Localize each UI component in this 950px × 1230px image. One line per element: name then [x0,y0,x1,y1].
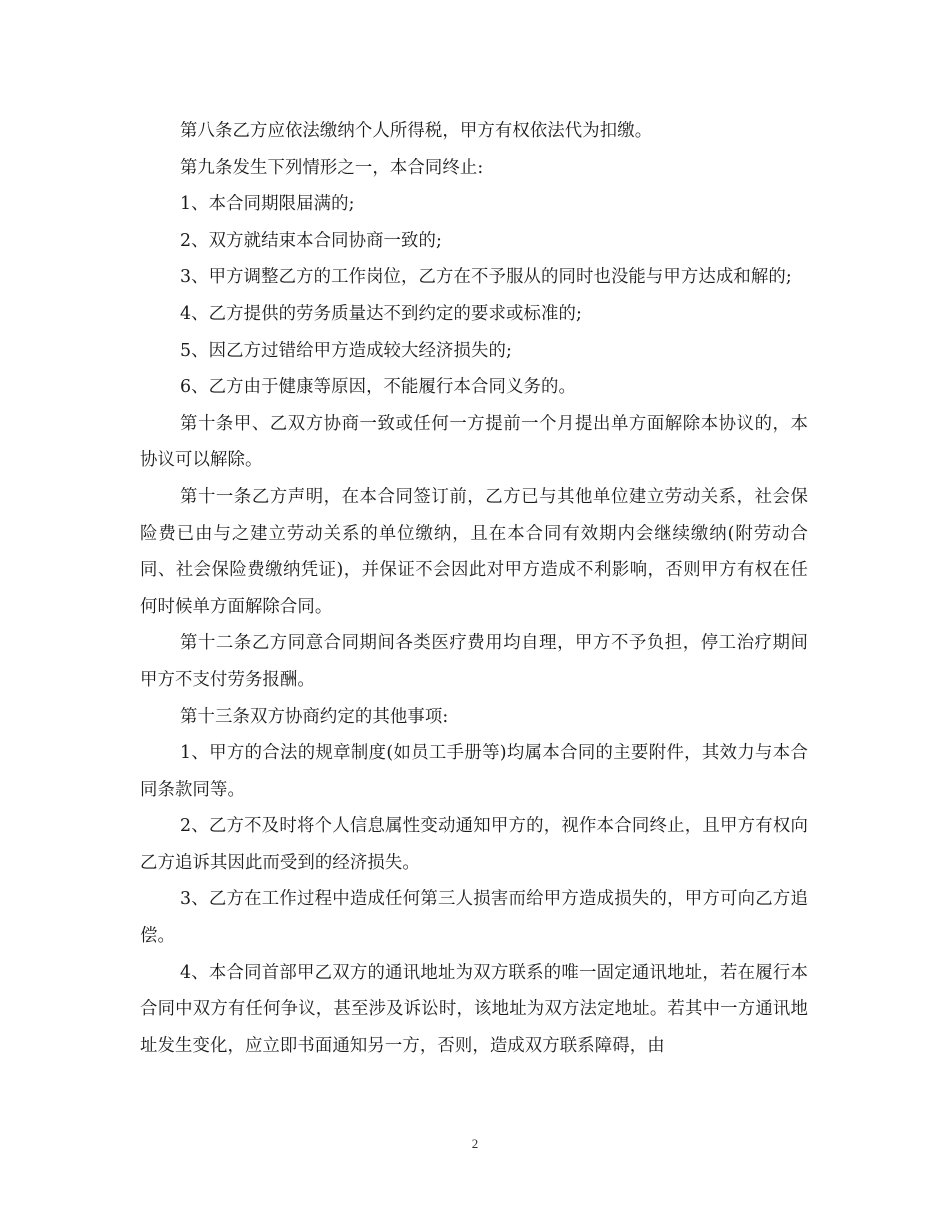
article-9-item-4: 4、乙方提供的劳务质量达不到约定的要求或标准的; [180,303,582,324]
article-11: 第十一条乙方声明，在本合同签订前，乙方已与其他单位建立劳动关系，社会保险费已由与之建立劳动关系的单位缴纳，且在本合同有效期内会继续缴纳(附劳动合同、社会保险费缴纳凭证)，并保证不会因此对甲方造成不利影响，否则甲方有权在任何时候单方面解除合同。 [140,486,808,617]
article-13-item-1: 1、甲方的合法的规章制度(如员工手册等)均属本合同的主要附件，其效力与本合同条款同等。 [140,743,808,800]
article-12: 第十二条乙方同意合同期间各类医疗费用均自理，甲方不予负担，停工治疗期间甲方不支付劳务报酬。 [140,633,808,690]
article-9-item-2: 2、双方就结束本合同协商一致的; [180,230,442,251]
article-8: 第八条乙方应依法缴纳个人所得税，甲方有权依法代为扣缴。 [180,121,653,141]
article-10: 第十条甲、乙双方协商一致或任何一方提前一个月提出单方面解除本协议的，本协议可以解除。 [140,413,808,471]
article-9-item-1: 1、本合同期限届满的; [180,194,355,215]
article-9-item-5: 5、因乙方过错给甲方造成较大经济损失的; [180,340,512,361]
article-9: 第九条发生下列情形之一，本合同终止: [180,157,484,178]
page-number: 2 [471,1136,479,1151]
article-13-item-2: 2、乙方不及时将个人信息属性变动通知甲方的，视作本合同终止，且甲方有权向乙方追诉其因此而受到的经济损失。 [140,816,808,873]
article-13: 第十三条双方协商约定的其他事项: [180,706,449,727]
article-13-item-3: 3、乙方在工作过程中造成任何第三人损害而给甲方造成损失的，甲方可向乙方追偿。 [140,889,808,947]
document-page [140,113,808,1064]
article-13-item-4: 4、本合同首部甲乙双方的通讯地址为双方联系的唯一固定通讯地址，若在履行本合同中双方有任何争议，甚至涉及诉讼时，该地址为双方法定地址。若其中一方通讯地址发生变化，应立即书面通知另一方，否则，造成双方联系障碍，由 [140,962,808,1056]
article-9-item-3: 3、甲方调整乙方的工作岗位，乙方在不予服从的同时也没能与甲方达成和解的; [180,267,792,288]
article-9-item-6: 6、乙方由于健康等原因，不能履行本合同义务的。 [180,377,576,398]
